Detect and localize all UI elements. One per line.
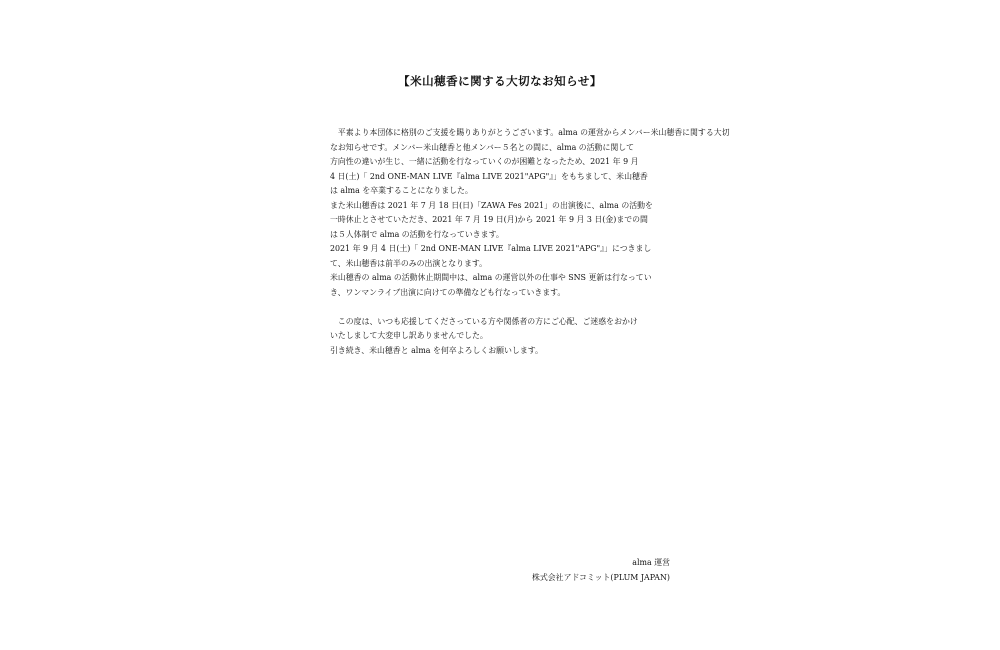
text-line: この度は、いつも応援してくださっている方や関係者の方にご心配、ご迷惑をおかけ	[330, 316, 638, 326]
notice-body	[330, 126, 730, 358]
text-line: 方向性の違いが生じ、一緒に活動を行なっていくのが困難となったため、2021 年 9 月	[330, 157, 639, 166]
text-line: 4 日(土)「 2nd ONE-MAN LIVE『alma LIVE 2021"APG"』」をもちまして、米山穂香	[330, 171, 648, 181]
text-line: き、ワンマンライブ出演に向けての準備なども行なっていきます。	[330, 287, 566, 297]
notice-paragraph-2	[330, 315, 670, 359]
notice-paragraph-1	[330, 126, 730, 300]
signature-block	[532, 556, 670, 585]
text-line: 一時休止とさせていただき、2021 年 7 月 19 日(月)から 2021 年 9 月 3 日(金)までの間	[330, 215, 648, 224]
text-line: て、米山穂香は前半のみの出演となります。	[330, 258, 488, 268]
text-line: 引き続き、米山穂香と alma を何卒よろしくお願いします。	[330, 345, 543, 355]
signature-organization: alma 運営	[632, 558, 670, 567]
text-line: また米山穂香は 2021 年 7 月 18 日(日)「ZAWA Fes 2021」の出演後に、alma の活動を	[330, 200, 653, 210]
text-line: は alma を卒業することになりました。	[330, 186, 473, 195]
text-line: 2021 年 9 月 4 日(土)「 2nd ONE-MAN LIVE『alma LIVE 2021"APG"』」につきまし	[330, 244, 652, 253]
notice-title: 【米山穂香に関する大切なお知らせ】	[398, 74, 602, 88]
text-line: 米山穂香の alma の活動休止期間中は、alma の運営以外の仕事や SNS 更新は行なってい	[330, 273, 652, 282]
signature-company: 株式会社アドコミット(PLUM JAPAN)	[532, 572, 670, 582]
text-line: いたしまして大変申し訳ありませんでした。	[330, 331, 488, 340]
paragraph-spacer	[330, 300, 670, 315]
text-line: は５人体制で alma の活動を行なっていきます。	[330, 229, 504, 239]
text-line: なお知らせです。メンバー米山穂香と他メンバー５名との間に、alma の活動に関して	[330, 142, 635, 152]
text-line: 平素より本団体に格別のご支援を賜りありがとうございます。alma の運営からメンバー米山穂香に関する大切	[330, 128, 730, 137]
